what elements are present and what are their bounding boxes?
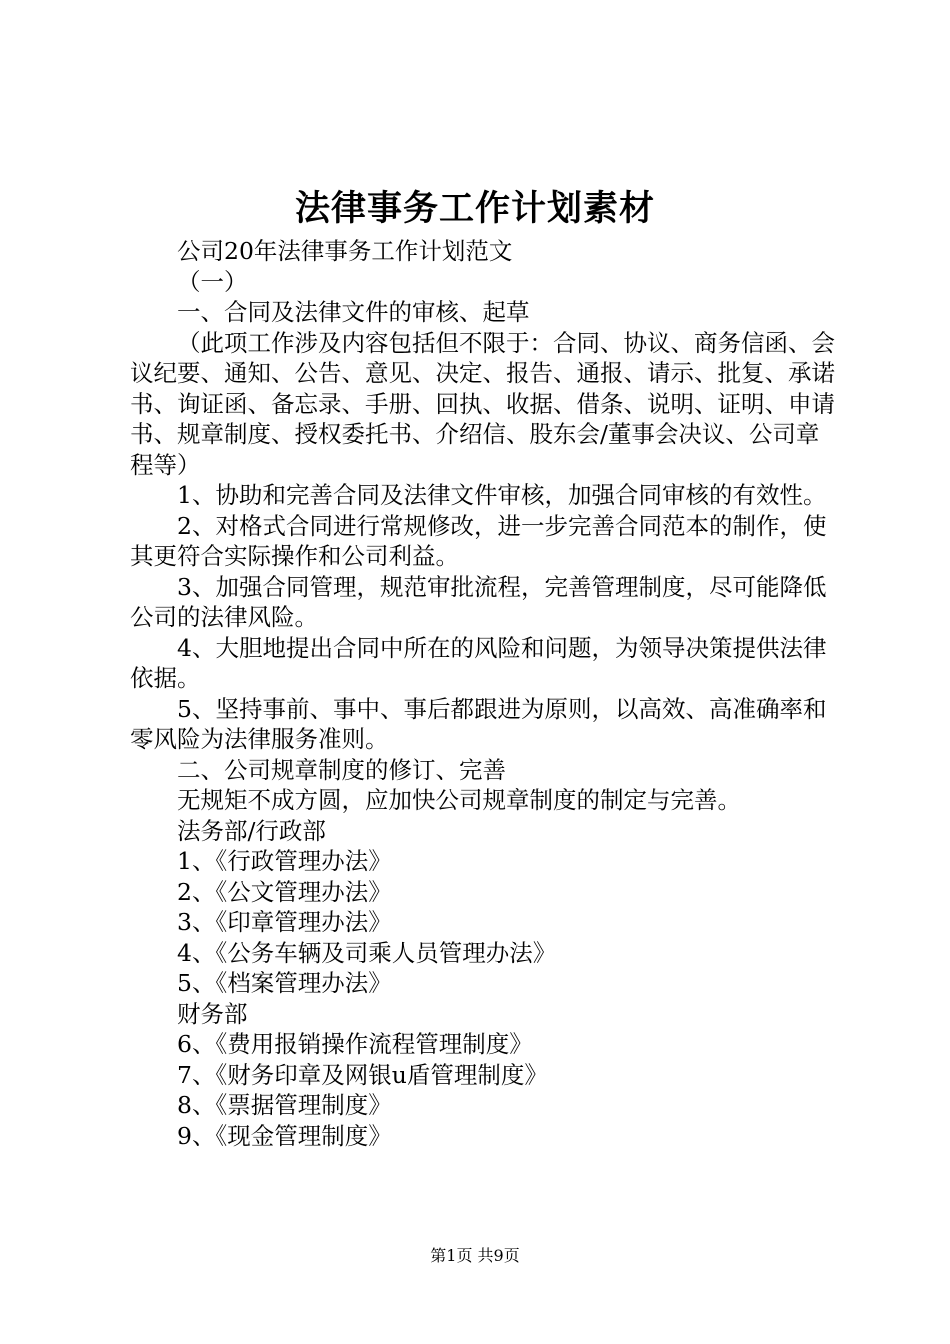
paragraph: （此项工作涉及内容包括但不限于：合同、协议、商务信函、会议纪要、通知、公告、意见、决定、报告、通报、请示、批复、承诺书、询证函、备忘录、手册、回执、收据、借条、说明、证明、申请书、规章制度、授权委托书、介绍信、股东会/董事会决议、公司章程等） bbox=[130, 328, 835, 479]
paragraph: 2、对格式合同进行常规修改，进一步完善合同范本的制作，使其更符合实际操作和公司利益。 bbox=[130, 511, 827, 570]
paragraph: 1、《行政管理办法》 bbox=[177, 847, 392, 875]
document-title: 法律事务工作计划素材 bbox=[294, 188, 655, 229]
paragraph: 财务部 bbox=[177, 999, 248, 1028]
paragraph: 5、《档案管理办法》 bbox=[177, 969, 392, 997]
paragraph: 2、《公文管理办法》 bbox=[177, 877, 392, 906]
paragraph: 5、坚持事前、事中、事后都跟进为原则，以高效、高准确率和零风险为法律服务准则。 bbox=[130, 694, 827, 753]
paragraph: 二、公司规章制度的修订、完善 bbox=[177, 755, 506, 784]
paragraph: 3、加强合同管理，规范审批流程，完善管理制度，尽可能降低公司的法律风险。 bbox=[130, 572, 827, 631]
paragraph: 4、大胆地提出合同中所在的风险和问题，为领导决策提供法律依据。 bbox=[130, 633, 827, 692]
paragraph: 公司20年法律事务工作计划范文 bbox=[177, 237, 513, 265]
paragraph: 8、《票据管理制度》 bbox=[177, 1091, 392, 1119]
paragraph: （一） bbox=[177, 267, 248, 296]
paragraph: 1、协助和完善合同及法律文件审核，加强合同审核的有效性。 bbox=[177, 481, 827, 509]
paragraph: 4、《公务车辆及司乘人员管理办法》 bbox=[177, 938, 557, 967]
page-footer: 第1页 共9页 bbox=[430, 1246, 520, 1265]
paragraph: 6、《费用报销操作流程管理制度》 bbox=[177, 1030, 533, 1058]
paragraph: 7、《财务印章及网银u盾管理制度》 bbox=[177, 1060, 548, 1089]
paragraph: 3、《印章管理办法》 bbox=[177, 908, 392, 936]
paragraph: 无规矩不成方圆，应加快公司规章制度的制定与完善。 bbox=[177, 786, 741, 814]
document-body bbox=[130, 236, 840, 1151]
paragraph: 法务部/行政部 bbox=[177, 816, 326, 845]
paragraph: 9、《现金管理制度》 bbox=[177, 1121, 392, 1150]
paragraph: 一、合同及法律文件的审核、起草 bbox=[177, 298, 530, 326]
